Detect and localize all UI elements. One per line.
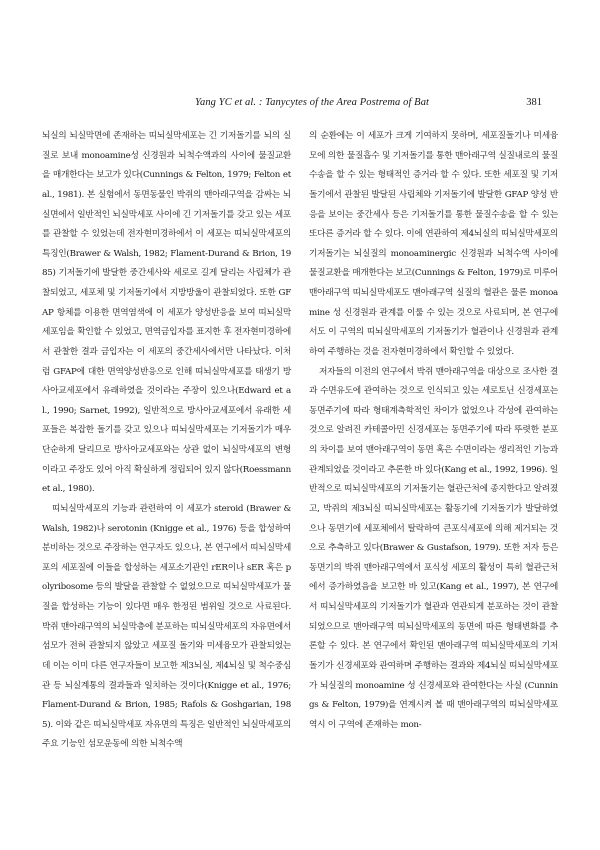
left-column (42, 127, 291, 755)
paragraph: 저자들의 이전의 연구에서 박쥐 맨아래구역을 대상으로 조사한 결과 수면유도에 관여하는 것으로 인식되고 있는 세로토닌 신경세포는 동면주기에 따라 형태계측학적인 차이가 없었으나 각성에 관여하는 것으로 알려진 카테콜아민 신경세포는 동면주기에 따라 뚜렷한 분포의 차이를 보여 맨아래구역이 동면 혹은 수면이라는 생리적인 기능과 관계되었을 것이라고 추론한 바 있다(Kang et al., 1992, 1996). 일반적으로 띠뇌실막세포의 기저돌기는 혈관근처에 종지한다고 알려졌고, 박쥐의 제3뇌실 띠뇌실막세포는 활동기에 기저돌기가 발달하였으나 동면기에 세포체에서 탈락하여 큰포식세포에 의해 제거되는 것으로 추측하고 있다(Brawer & Gustafson, 1979). 또한 저자 등은 동면기의 박쥐 맨아래구역에서 포식성 세포의 활성이 특히 혈관근처에서 증가하였음을 보고한 바 있고(Kang et al., 1997), 본 연구에서 띠뇌실막세포의 기저돌기가 혈관과 연관되게 분포하는 것이 관찰되었으므로 맨아래구역 띠뇌실막세포의 동면에 따른 형태변화를 추론할 수 있다. 본 연구에서 확인된 맨아래구역 띠뇌실막세포의 기저돌기가 신경세포와 관여하며 주행하는 결과와 제4뇌실 띠뇌실막세포가 뇌실질의 monoamine 성 신경세포와 관여한다는 사실 (Cunnings & Felton, 1979)을 연계시켜 볼 때 맨아래구역의 띠뇌실막세포 역시 이 구역에 존재하는 mon- (309, 366, 558, 730)
right-column (309, 127, 558, 735)
running-title: Yang YC et al. : Tanycytes of the Area Postrema of Bat (195, 97, 430, 108)
paragraph: 띠뇌실막세포의 기능과 관련하여 이 세포가 steroid (Brawer & Walsh, 1982)나 serotonin (Knigge et al., 1976) 등을 합성하여 분비하는 것으로 주장하는 연구자도 있으나, 본 연구에서 띠뇌실막세포의 세포질에 이들을 합성하는 세포소기관인 rER이나 sER 혹은 polyribosome 등의 발달을 관찰할 수 없었으므로 띠뇌실막세포가 물질을 합성하는 기능이 있다면 매우 한정된 범위일 것으로 사료된다. 박쥐 맨아래구역의 뇌실막층에 분포하는 띠뇌실막세포의 자유면에서 섬모가 전혀 관찰되지 않았고 세포질 돌기와 미세융모가 관찰되었는데 이는 이미 다른 연구자들이 보고한 제3뇌실, 제4뇌실 및 척수중심관 등 뇌실계통의 결과들과 일치하는 것이다(Knigge et al., 1976; Flament-Durand & Brion, 1985; Rafols & Goshgarian, 1985). 이와 같은 띠뇌실막세포 자유면의 특징은 일반적인 뇌실막세포의 주요 기능인 섬모운동에 의한 뇌척수액 (42, 503, 291, 750)
paragraph: 의 순환에는 이 세포가 크게 기여하지 못하며, 세포질돌기나 미세융모에 의한 물질흡수 및 기저돌기를 통한 맨아래구역 실질내로의 물질수송을 할 수 있는 형태적인 증거라 할 수 있다. 또한 세포질 및 기저돌기에서 관찰된 발달된 사립체와 기저돌기에 발달한 GFAP 양성 반응을 보이는 중간세사 등은 기저돌기를 통한 물질수송을 할 수 있는 또다른 증거라 할 수 있다. 이에 연관하여 제4뇌실의 띠뇌실막세포의 기저돌기는 뇌실질의 monoaminergic 신경원과 뇌척수액 사이에 물질교환을 매개한다는 보고(Cunnings & Felton, 1979)로 미루어 맨아래구역 띠뇌실막세포도 맨아래구역 실질의 혈관은 물론 monoamine 성 신경원과 관계를 이룰 수 있는 것으로 사료되며, 본 연구에서도 이 구역의 띠뇌실막세포의 기저돌기가 혈관이나 신경원과 관계하여 주행하는 것을 전자현미경하에서 확인할 수 있었다. (309, 131, 558, 357)
paragraph: 뇌실의 뇌실막면에 존재하는 띠뇌실막세포는 긴 기저돌기를 뇌의 실질로 보내 monoamine성 신경원과 뇌척수액과의 사이에 물질교환을 매개한다는 보고가 있다(Cunnings & Felton, 1979; Felton et al., 1981). 본 실험에서 동면동물인 박쥐의 맨아래구역을 감싸는 뇌실면에서 일반적인 뇌실막세포 사이에 긴 기저돌기를 갖고 있는 세포를 관찰할 수 있었는데 전자현미경하에서 이 세포는 띠뇌실막세포의 특징인(Brawer & Walsh, 1982; Flament-Durand & Brion, 1985) 기저돌기에 발달한 중간세사와 세로로 길게 달리는 사립체가 관찰되었고, 세포체 및 기저돌기에서 지방방울이 관찰되었다. 또한 GFAP 항체를 이용한 면역염색에 이 세포가 양성반응을 보여 띠뇌실막세포임을 확인할 수 있었고, 면역금입자를 표지한 후 전자현미경하에서 관찰한 결과 금입자는 이 세포의 중간세사에서만 나타났다. 이처럼 GFAP에 대한 면역양성반응으로 인해 띠뇌실막세포를 태생기 방사아교세포에서 유래하였을 것이라는 주장이 있으나(Edward et al., 1990; Sarnet, 1992), 일반적으로 방사아교세포에서 유래한 세포들은 복잡한 돌기를 갖고 있으나 띠뇌실막세포는 기저돌기가 매우 단순하게 달리므로 방사아교세포와는 상관 없이 뇌실막세포의 변형이라고 주장도 있어 아직 확실하게 정립되어 있지 않다(Roessmann et al., 1980). (42, 131, 291, 495)
page-number: 381 (526, 97, 542, 108)
running-head (0, 97, 600, 111)
